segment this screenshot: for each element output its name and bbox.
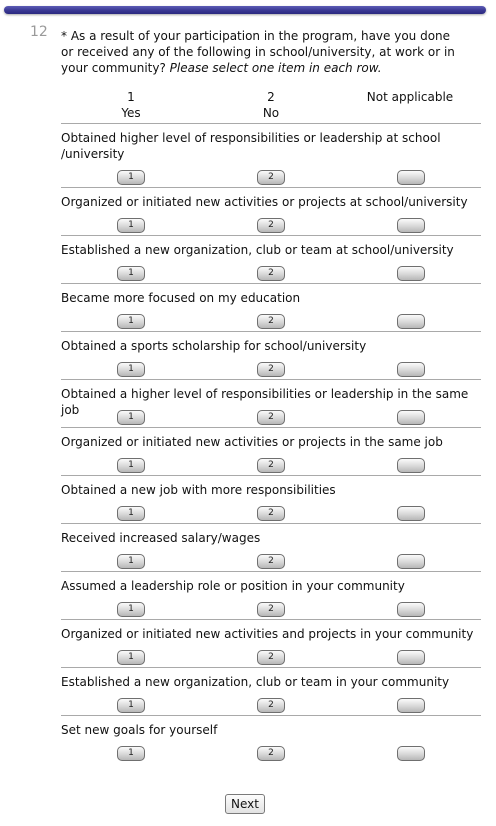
- option-2-button[interactable]: 2: [257, 410, 285, 425]
- not-applicable-button[interactable]: [397, 218, 425, 233]
- option-2-button[interactable]: 2: [257, 362, 285, 377]
- option-2-button[interactable]: 2: [257, 602, 285, 617]
- question-row: [61, 379, 481, 427]
- question-row: [61, 619, 481, 667]
- row-label: Obtained a higher level of responsibilities or leadership in the same job: [61, 387, 469, 417]
- option-1-button[interactable]: 1: [117, 314, 145, 329]
- option-1-button[interactable]: 1: [117, 362, 145, 377]
- not-applicable-button[interactable]: [397, 506, 425, 521]
- top-progress-bar: [4, 6, 486, 14]
- not-applicable-button[interactable]: [397, 698, 425, 713]
- option-1-button[interactable]: 1: [117, 218, 145, 233]
- question-row: [61, 523, 481, 571]
- question-text: * As a result of your participation in the program, have you done or received any of the following in school/university, at work or in your community?: [61, 29, 455, 75]
- row-label: Organized or initiated new activities or projects at school/university: [61, 195, 468, 209]
- option-2-button[interactable]: 2: [257, 266, 285, 281]
- question-text-block: [61, 28, 461, 76]
- option-2-button[interactable]: 2: [257, 554, 285, 569]
- option-2-button[interactable]: 2: [257, 458, 285, 473]
- question-row: [61, 187, 481, 235]
- option-2-button[interactable]: 2: [257, 170, 285, 185]
- row-label: Became more focused on my education: [61, 291, 301, 305]
- question-row: [61, 715, 481, 763]
- option-1-button[interactable]: 1: [117, 506, 145, 521]
- option-1-button[interactable]: 1: [117, 458, 145, 473]
- not-applicable-button[interactable]: [397, 314, 425, 329]
- row-label: Organized or initiated new activities and projects in your community: [61, 627, 474, 641]
- question-row: [61, 331, 481, 379]
- option-2-button[interactable]: 2: [257, 698, 285, 713]
- option-2-button[interactable]: 2: [257, 506, 285, 521]
- not-applicable-button[interactable]: [397, 650, 425, 665]
- not-applicable-button[interactable]: [397, 170, 425, 185]
- column-header-yes: [71, 89, 191, 121]
- not-applicable-button[interactable]: [397, 410, 425, 425]
- option-1-button[interactable]: 1: [117, 266, 145, 281]
- row-label: Obtained a new job with more responsibilities: [61, 483, 336, 497]
- column-label: Yes: [121, 106, 141, 120]
- option-2-button[interactable]: 2: [257, 650, 285, 665]
- option-1-button[interactable]: 1: [117, 170, 145, 185]
- option-1-button[interactable]: 1: [117, 746, 145, 761]
- row-label: Set new goals for yourself: [61, 723, 218, 737]
- not-applicable-button[interactable]: [397, 602, 425, 617]
- column-header-no: [211, 89, 331, 121]
- row-label: Assumed a leadership role or position in your community: [61, 579, 405, 593]
- row-label: Received increased salary/wages: [61, 531, 261, 545]
- row-label: Obtained a sports scholarship for school/university: [61, 339, 367, 353]
- question-instruction: Please select one item in each row.: [169, 61, 382, 75]
- row-label: Organized or initiated new activities or projects in the same job: [61, 435, 443, 449]
- not-applicable-button[interactable]: [397, 266, 425, 281]
- not-applicable-button[interactable]: [397, 746, 425, 761]
- question-row: [61, 235, 481, 283]
- column-headers: [0, 89, 496, 123]
- option-1-button[interactable]: 1: [117, 602, 145, 617]
- not-applicable-button[interactable]: [397, 362, 425, 377]
- question-row: [61, 427, 481, 475]
- option-1-button[interactable]: 1: [117, 554, 145, 569]
- question-row: [61, 667, 481, 715]
- row-label: Established a new organization, club or team at school/university: [61, 243, 454, 257]
- question-row: [61, 475, 481, 523]
- column-label: Not applicable: [366, 90, 454, 104]
- column-label: No: [262, 106, 280, 120]
- column-number: 2: [267, 90, 275, 104]
- question-number: 12: [30, 24, 48, 40]
- not-applicable-button[interactable]: [397, 458, 425, 473]
- answer-grid: [61, 123, 481, 763]
- not-applicable-button[interactable]: [397, 554, 425, 569]
- column-header-not-applicable: [350, 89, 470, 105]
- option-1-button[interactable]: 1: [117, 410, 145, 425]
- option-1-button[interactable]: 1: [117, 698, 145, 713]
- question-row: [61, 571, 481, 619]
- row-label: Obtained higher level of responsibilities or leadership at school /university: [61, 131, 441, 161]
- option-2-button[interactable]: 2: [257, 314, 285, 329]
- next-button[interactable]: Next: [225, 794, 265, 814]
- row-label: Established a new organization, club or team in your community: [61, 675, 450, 689]
- question-row: [61, 283, 481, 331]
- option-2-button[interactable]: 2: [257, 746, 285, 761]
- option-1-button[interactable]: 1: [117, 650, 145, 665]
- column-number: 1: [127, 90, 135, 104]
- option-2-button[interactable]: 2: [257, 218, 285, 233]
- question-row: [61, 123, 481, 187]
